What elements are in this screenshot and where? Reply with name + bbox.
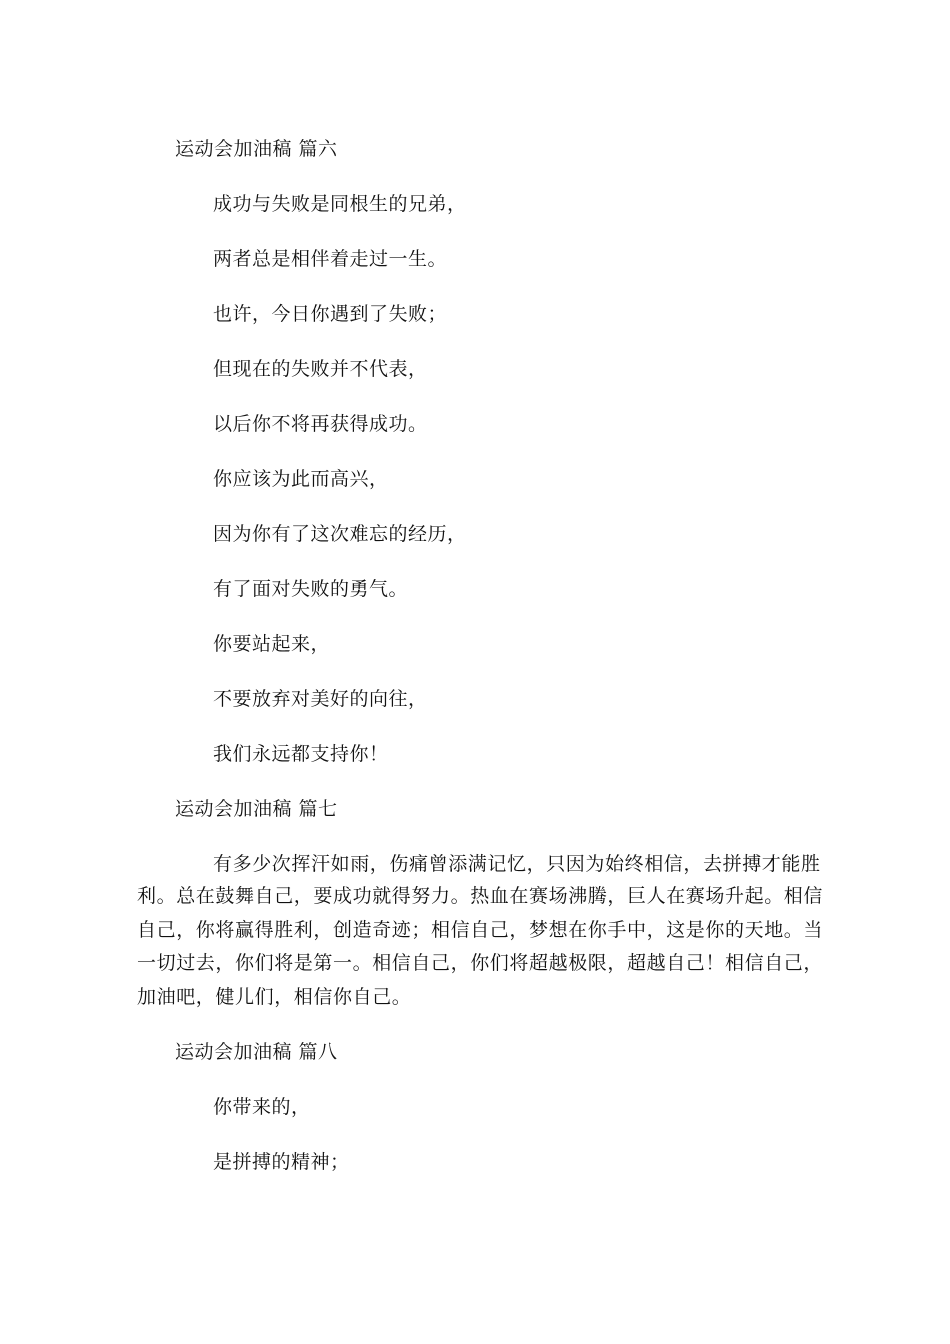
paragraph-line: 利。总在鼓舞自己，要成功就得努力。热血在赛场沸腾，巨人在赛场升起。相信 bbox=[137, 885, 824, 907]
poem-line: 成功与失败是同根生的兄弟， bbox=[213, 193, 467, 215]
poem-line: 两者总是相伴着走过一生。 bbox=[213, 248, 448, 270]
poem-line: 但现在的失败并不代表， bbox=[213, 358, 428, 380]
paragraph-line: 自己，你将赢得胜利，创造奇迹；相信自己，梦想在你手中，这是你的天地。当 bbox=[137, 919, 824, 941]
poem-line: 你应该为此而高兴， bbox=[213, 468, 389, 490]
poem-line: 也许，今日你遇到了失败； bbox=[213, 303, 448, 325]
section-heading-7: 运动会加油稿 篇七 bbox=[175, 798, 338, 820]
poem-line: 不要放弃对美好的向往， bbox=[213, 688, 428, 710]
poem-line: 因为你有了这次难忘的经历， bbox=[213, 523, 467, 545]
poem-line: 我们永远都支持你！ bbox=[213, 743, 389, 765]
poem-line: 是拼搏的精神； bbox=[213, 1151, 350, 1173]
paragraph-line: 加油吧，健儿们，相信你自己。 bbox=[137, 986, 412, 1008]
paragraph-line: 有多少次挥汗如雨，伤痛曾添满记忆，只因为始终相信，去拼搏才能胜 bbox=[213, 853, 821, 875]
section-heading-8: 运动会加油稿 篇八 bbox=[175, 1041, 338, 1063]
paragraph-line: 一切过去，你们将是第一。相信自己，你们将超越极限，超越自己！相信自己， bbox=[137, 952, 824, 974]
poem-line: 你带来的， bbox=[213, 1096, 311, 1118]
poem-line: 以后你不将再获得成功。 bbox=[213, 413, 428, 435]
poem-line: 有了面对失败的勇气。 bbox=[213, 578, 409, 600]
poem-line: 你要站起来， bbox=[213, 633, 331, 655]
section-heading-6: 运动会加油稿 篇六 bbox=[175, 138, 338, 160]
